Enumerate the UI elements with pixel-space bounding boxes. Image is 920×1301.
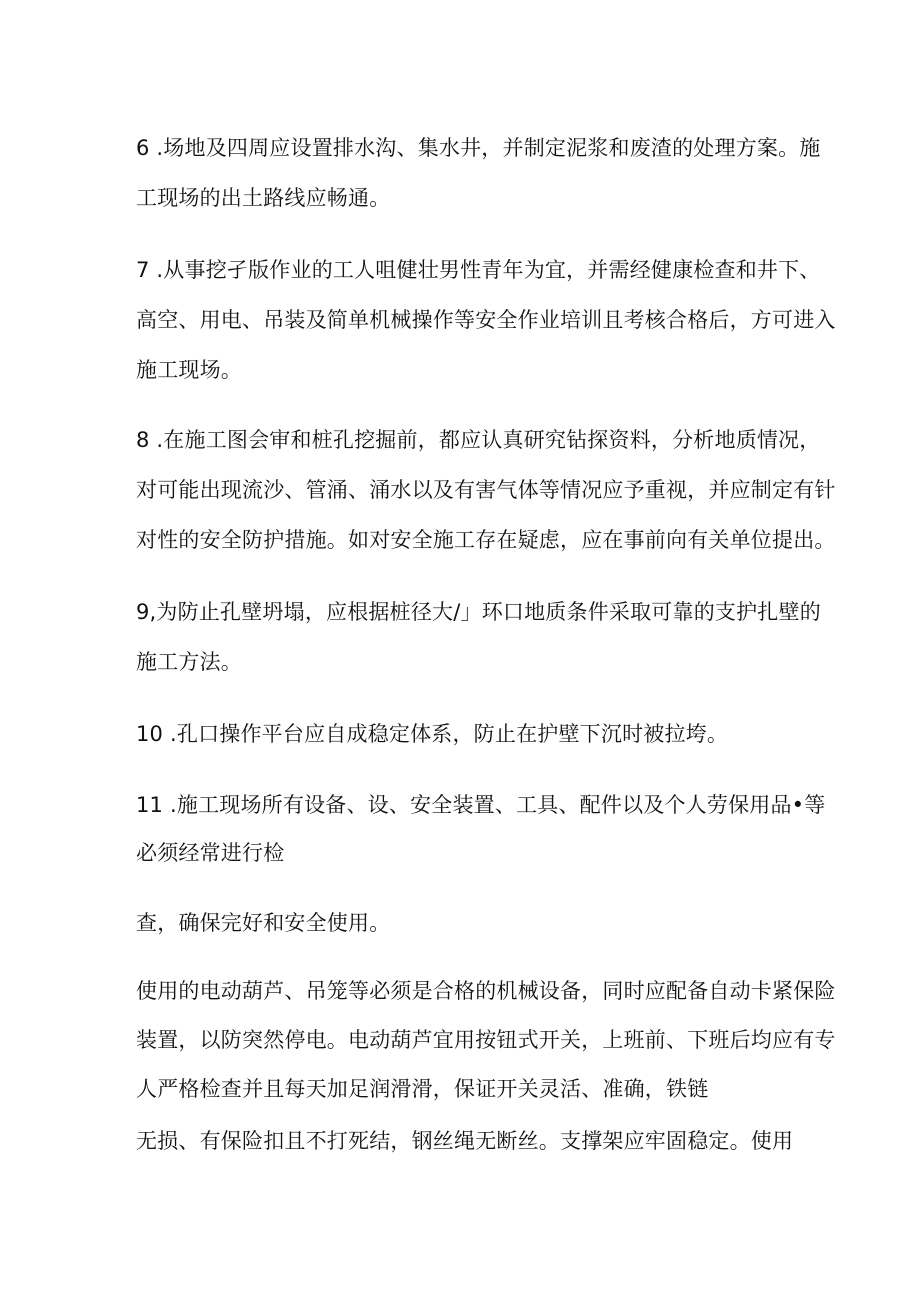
text-line: 查，确保完好和安全使用。: [136, 911, 391, 935]
text-line: 施工方法。: [136, 650, 242, 674]
text-line: 9,为防止孔壁坍塌，应根据桩径大/」环口地质条件采取可靠的支护扎壁的: [136, 600, 821, 624]
text-line: 工现场的出土路线应畅通。: [136, 186, 391, 210]
text-line: 必须经常进行检: [136, 841, 285, 865]
text-line: 人严格检查并且每天加足润滑滑，保证开关灵活、准确，铁链: [136, 1077, 709, 1101]
text-line: 6 .场地及四周应设置排水沟、集水井，并制定泥浆和废渣的处理方案。施: [136, 136, 821, 160]
text-line: 11 .施工现场所有设备、设、安全装置、工具、配件以及个人劳保用品•等: [136, 793, 826, 817]
text-line: 高空、用电、吊装及简单机械操作等安全作业培训且考核合格后，方可进入: [136, 308, 836, 332]
text-line: 8 .在施工图会审和桩孔挖掘前，都应认真研究钻探资料，分析地质情况，: [136, 428, 821, 452]
text-line: 对可能出现流沙、管涌、涌水以及有害气体等情况应予重视，并应制定有针: [136, 478, 836, 502]
text-line: 无损、有保险扣且不打死结，钢丝绳无断丝。支撑架应牢固稳定。使用: [136, 1129, 794, 1153]
text-line: 7 .从事挖孑版作业的工人咀健壮男性青年为宜，并需经健康检查和井下、: [136, 258, 821, 282]
text-line: 装置，以防突然停电。电动葫芦宜用按钮式开关，上班前、下班后均应有专: [136, 1028, 836, 1052]
text-line: 10 .孔口操作平台应自成稳定体系，防止在护壁下沉时被拉垮。: [136, 722, 729, 746]
text-line: 使用的电动葫芦、吊笼等必须是合格的机械设备，同时应配备自动卡紧保险: [136, 979, 836, 1003]
text-line: 施工现场。: [136, 358, 242, 382]
text-line: 对性的安全防护措施。如对安全施工存在疑虑，应在事前向有关单位提出。: [136, 528, 836, 552]
